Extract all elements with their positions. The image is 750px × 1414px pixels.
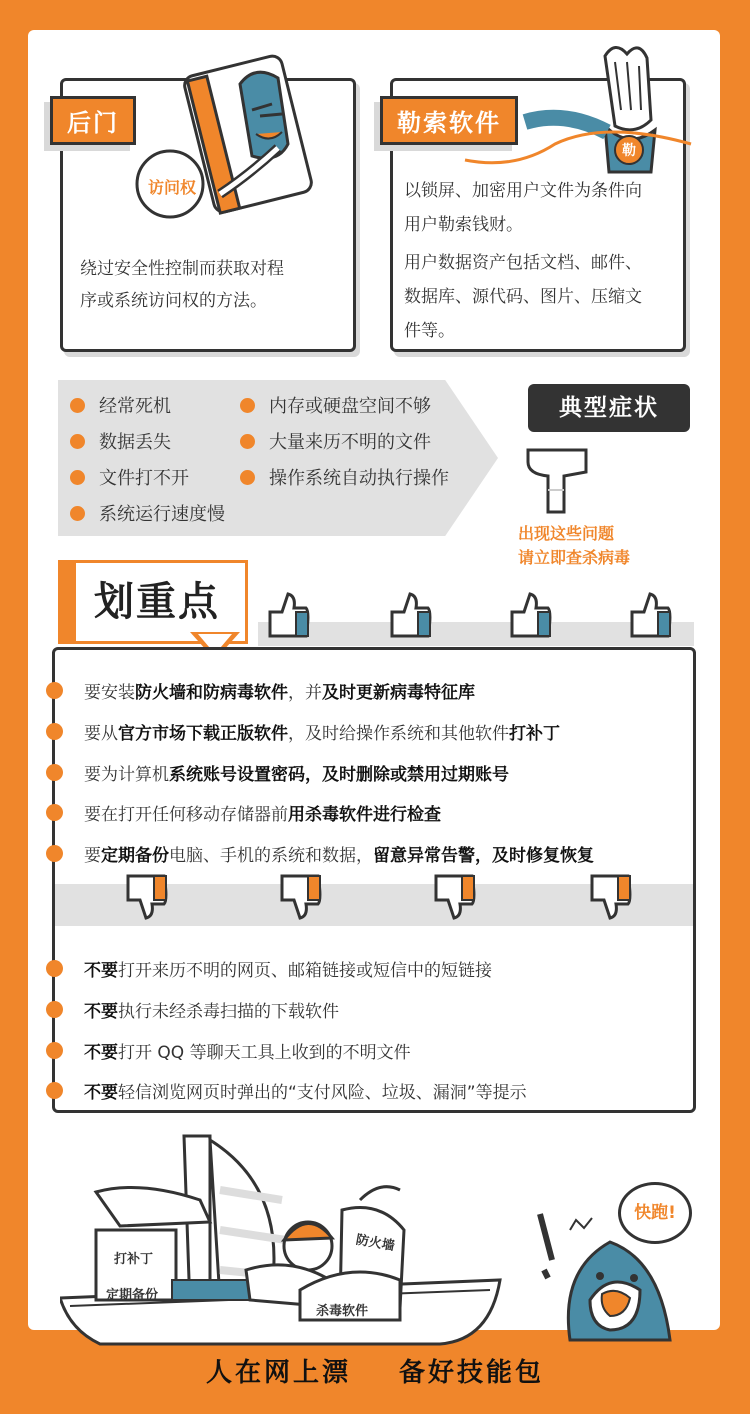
thumbs-up-icon	[388, 592, 434, 640]
bullet-icon	[70, 398, 85, 413]
ransomware-line-4: 数据库、源代码、图片、压缩文	[404, 287, 642, 307]
ransomware-character	[455, 40, 695, 180]
tip-text: 要安装	[84, 683, 135, 703]
tip-text: 要从	[84, 724, 118, 744]
symptom-item: 系统运行速度慢	[70, 500, 225, 526]
symptom-item: 经常死机	[70, 392, 171, 418]
do-item	[55, 719, 560, 744]
ransomware-tag: 勒索软件	[380, 96, 518, 145]
tip-text: 不要	[84, 1002, 118, 1022]
tip-text: 要为计算机	[84, 765, 169, 785]
tip-text: 用杀毒软件进行检查	[288, 805, 441, 825]
footer-left: 人在网上漂	[205, 1358, 351, 1388]
bullet-icon	[46, 723, 63, 740]
warning-line-2: 请立即查杀病毒	[518, 548, 631, 567]
ransomware-line-5: 件等。	[404, 321, 455, 341]
tip-text: 执行未经杀毒扫描的下载软件	[118, 1002, 339, 1022]
ransomware-line-1: 以锁屏、加密用户文件为条件向	[404, 181, 642, 201]
bullet-icon	[46, 1042, 63, 1059]
symptom-item: 文件打不开	[70, 464, 189, 490]
ransomware-line-2: 用户勒索钱财。	[404, 215, 523, 235]
tip-text: ，及时给操作系统和其他软件	[288, 724, 509, 744]
backdoor-description-2: 序或系统访问权的方法。	[80, 291, 267, 311]
tip-text: 不要	[84, 961, 118, 981]
symptom-item: 操作系统自动执行操作	[240, 464, 449, 490]
do-item	[55, 678, 475, 703]
tip-text: 不要	[84, 1083, 118, 1103]
dont-item	[55, 997, 339, 1022]
tip-text: 不要	[84, 1043, 118, 1063]
footer-slogan	[0, 1352, 750, 1389]
footer-right: 备好技能包	[399, 1358, 545, 1388]
box-label-backup: 定期备份	[106, 1288, 159, 1303]
speech-bubble: 快跑!	[618, 1182, 692, 1244]
tip-text: 官方市场下载正版软件	[118, 724, 288, 744]
thumbs-up-icon	[508, 592, 554, 640]
thumbs-down-icon	[124, 872, 170, 920]
tip-text: 打开 QQ 等聊天工具上收到的不明文件	[118, 1043, 411, 1063]
do-item	[55, 800, 441, 825]
bullet-icon	[46, 682, 63, 699]
thermometer-icon	[524, 440, 592, 516]
bullet-icon	[70, 470, 85, 485]
sack-label-antivirus: 杀毒软件	[316, 1304, 369, 1319]
symptom-item: 数据丢失	[70, 428, 171, 454]
sack-label-firewall: 防火墙	[354, 1232, 396, 1255]
do-item	[55, 841, 594, 866]
tip-text: 打开来历不明的网页、邮箱链接或短信中的短链接	[118, 961, 492, 981]
tip-text: 打补丁	[509, 724, 560, 744]
tip-text: 系统账号设置密码，及时删除或禁用过期账号	[169, 765, 509, 785]
tip-text: 要在打开任何移动存储器前	[84, 805, 288, 825]
backdoor-tag: 后门	[50, 96, 136, 145]
tip-text: 留意异常告警，及时修复恢复	[373, 846, 594, 866]
bullet-icon	[46, 1001, 63, 1018]
tip-text: 及时更新病毒特征库	[322, 683, 475, 703]
tip-text: 要	[84, 846, 101, 866]
thumbs-up-icon	[628, 592, 674, 640]
bullet-icon	[70, 506, 85, 521]
dont-item	[55, 1038, 411, 1063]
tip-text: 轻信浏览网页时弹出的“支付风险、垃圾、漏洞”等提示	[118, 1083, 527, 1103]
symptom-item: 内存或硬盘空间不够	[240, 392, 431, 418]
ransomware-badge: 勒	[622, 143, 636, 159]
symptoms-title: 典型症状	[528, 384, 690, 432]
tip-text: 防火墙和防病毒软件	[135, 683, 288, 703]
dont-item	[55, 1078, 527, 1103]
thumbs-down-icon	[588, 872, 634, 920]
tip-text: 定期备份	[101, 846, 169, 866]
thumbs-up-icon	[266, 592, 312, 640]
warning-line-1: 出现这些问题	[518, 524, 615, 543]
dont-item	[55, 956, 492, 981]
bullet-icon	[46, 804, 63, 821]
bullet-icon	[46, 1082, 63, 1099]
bullet-icon	[46, 960, 63, 977]
backdoor-description-1: 绕过安全性控制而获取对程	[80, 259, 284, 279]
highlight-title: 划重点	[94, 579, 220, 625]
box-label-patch: 打补丁	[114, 1252, 154, 1267]
bullet-icon	[240, 434, 255, 449]
ransomware-line-3: 用户数据资产包括文档、邮件、	[404, 253, 642, 273]
backdoor-badge: 访问权	[147, 178, 196, 197]
boat-illustration	[60, 1130, 520, 1350]
thumbs-down-icon	[432, 872, 478, 920]
symptom-item: 大量来历不明的文件	[240, 428, 431, 454]
bullet-icon	[240, 470, 255, 485]
bullet-icon	[240, 398, 255, 413]
do-item	[55, 760, 509, 785]
tip-text: ，并	[288, 683, 322, 703]
tip-text: 电脑、手机的系统和数据，	[169, 846, 373, 866]
bullet-icon	[46, 764, 63, 781]
bullet-icon	[46, 845, 63, 862]
bullet-icon	[70, 434, 85, 449]
thumbs-down-icon	[278, 872, 324, 920]
